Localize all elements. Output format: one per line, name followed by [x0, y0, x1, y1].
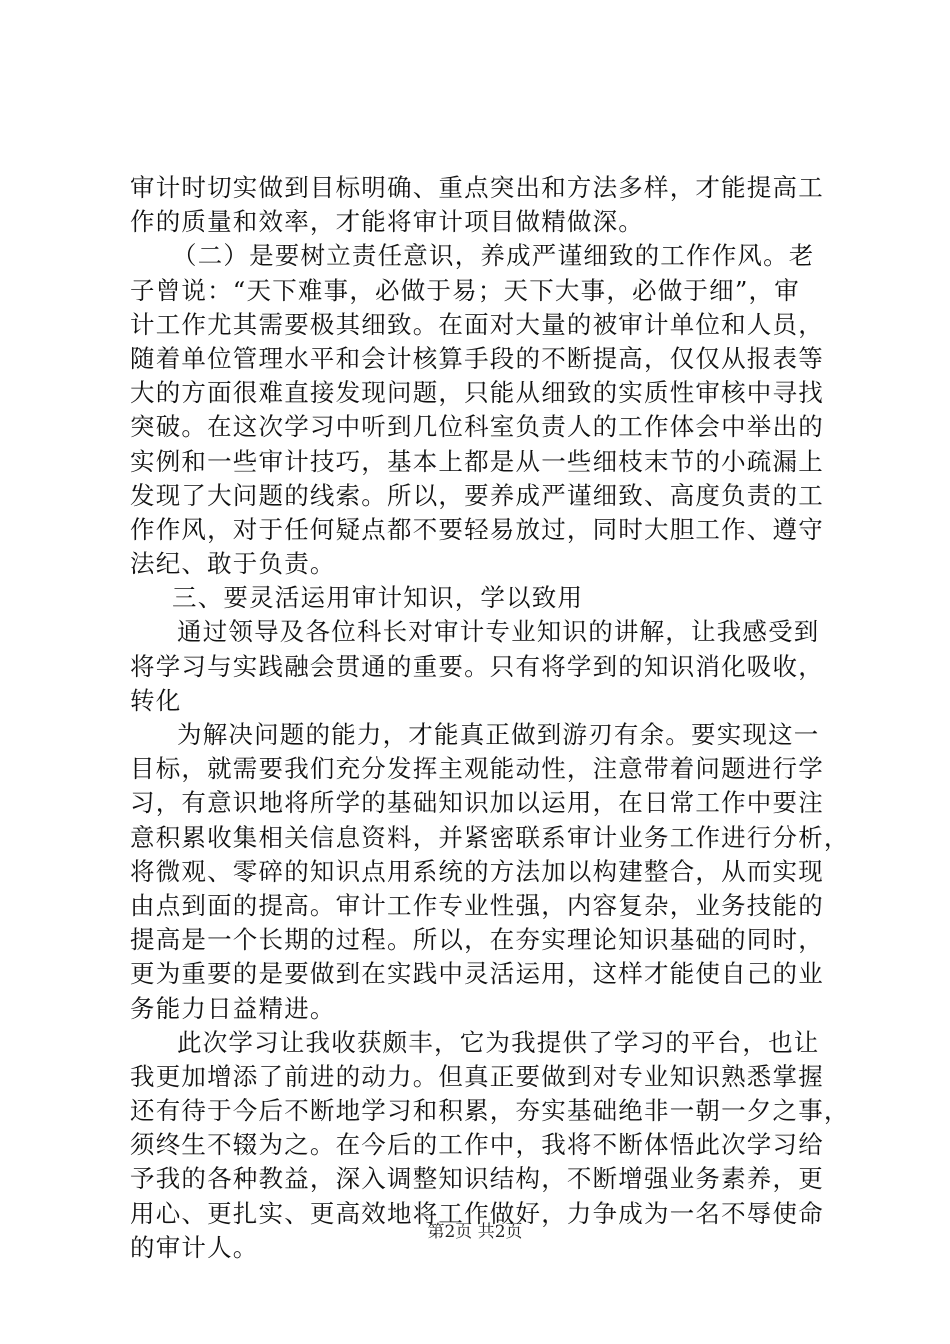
text-line: 的审计人。 [130, 1232, 259, 1262]
section-heading: 三、要灵活运用审计知识，学以致用 [172, 583, 584, 613]
text-line: 还有待于今后不断地学习和积累，夯实基础绝非一朝一夕之事， [130, 1096, 850, 1126]
text-line: 习，有意识地将所学的基础知识加以运用，在日常工作中要注 [130, 788, 824, 818]
text-line: 计工作尤其需要极其细致。在面对大量的被审计单位和人员， [130, 309, 824, 339]
text-line: 予我的各种教益，深入调整知识结构，不断增强业务素养，更 [130, 1164, 824, 1194]
text-line: 由点到面的提高。审计工作专业性强，内容复杂，业务技能的 [130, 890, 824, 920]
text-line: 须终生不辍为之。在今后的工作中，我将不断体悟此次学习给 [130, 1130, 824, 1160]
text-line: 法纪、敢于负责。 [130, 549, 336, 579]
text-line: 发现了大问题的线索。所以，要养成严谨细致、高度负责的工 [130, 480, 824, 510]
text-line: 将微观、零碎的知识点用系统的方法加以构建整合，从而实现 [130, 856, 824, 886]
text-line: 目标，就需要我们充分发挥主观能动性，注意带着问题进行学 [130, 754, 824, 784]
paragraph-start: 通过领导及各位科长对审计专业知识的讲解，让我感受到 [177, 617, 820, 647]
text-line: 将学习与实践融会贯通的重要。只有将学到的知识消化吸收， [130, 651, 824, 681]
text-line: 提高是一个长期的过程。所以，在夯实理论知识基础的同时， [130, 925, 824, 955]
text-line: 意积累收集相关信息资料，并紧密联系审计业务工作进行分析， [130, 822, 850, 852]
text-line: 作作风，对于任何疑点都不要轻易放过，同时大胆工作、遵守 [130, 514, 824, 544]
text-line: 大的方面很难直接发现问题，只能从细致的实质性审核中寻找 [130, 378, 824, 408]
page-number-footer: 第2页 共2页 [427, 1222, 523, 1242]
paragraph-start: （二）是要树立责任意识，养成严谨细致的工作作风。老 [172, 241, 815, 271]
text-line: 更为重要的是要做到在实践中灵活运用，这样才能使自己的业 [130, 959, 824, 989]
text-line: 转化 [130, 685, 182, 715]
text-line: 随着单位管理水平和会计核算手段的不断提高，仅仅从报表等 [130, 343, 824, 373]
text-line: 审计时切实做到目标明确、重点突出和方法多样，才能提高工 [130, 173, 824, 202]
text-line: 作的质量和效率，才能将审计项目做精做深。 [130, 207, 644, 237]
text-line: 用心、更扎实、更高效地将工作做好，力争成为一名不辱使命 [130, 1198, 824, 1228]
paragraph-start: 此次学习让我收获颇丰，它为我提供了学习的平台，也让 [177, 1027, 820, 1057]
text-line: 我更加增添了前进的动力。但真正要做到对专业知识熟悉掌握 [130, 1061, 824, 1091]
text-line: 突破。在这次学习中听到几位科室负责人的工作体会中举出的 [130, 412, 824, 442]
text-line: 实例和一些审计技巧，基本上都是从一些细枝末节的小疏漏上 [130, 446, 824, 476]
text-line: 子曾说：“天下难事，必做于易；天下大事，必做于细”，审 [130, 275, 800, 305]
document-body [130, 171, 850, 1265]
paragraph-start: 为解决问题的能力，才能真正做到游刃有余。要实现这一 [177, 720, 820, 749]
text-line: 务能力日益精进。 [130, 993, 336, 1023]
